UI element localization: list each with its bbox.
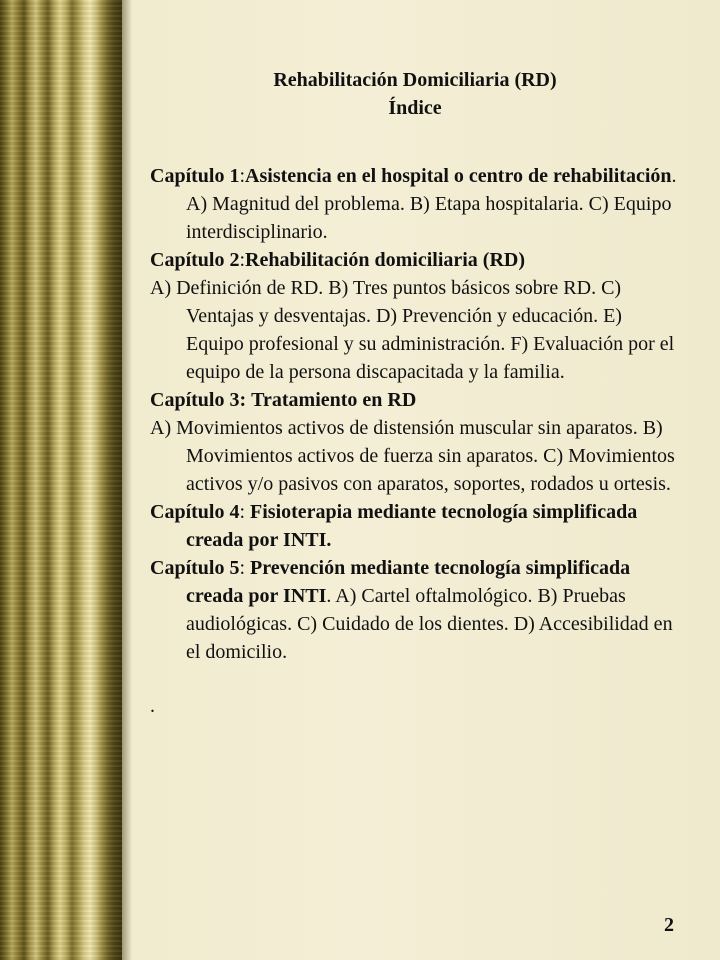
side-border-shadow	[122, 0, 132, 960]
toc-entry-chapter-2	[150, 246, 680, 274]
chapter-separator: :	[239, 165, 246, 187]
chapter-label: Capítulo 2	[150, 249, 240, 271]
chapter-separator: :	[239, 389, 247, 411]
chapter-separator: :	[239, 249, 246, 271]
chapter-description: A) Movimientos activos de distensión muscular sin aparatos. B) Movimientos activos de fuerza sin aparatos. C) Movimientos activos y/o pasivos con aparatos, soportes, rodados u ortesis.	[150, 417, 675, 495]
chapter-heading: Tratamiento en RD	[251, 389, 417, 411]
chapter-description: . A) Magnitud del problema. B) Etapa hospitalaria. C) Equipo interdisciplinario.	[186, 165, 677, 243]
document-subtitle: Índice	[388, 97, 442, 119]
chapter-label: Capítulo 5	[150, 557, 240, 579]
chapter-label: Capítulo 3	[150, 389, 240, 411]
document-body	[150, 66, 680, 720]
chapter-label: Capítulo 4	[150, 501, 240, 523]
chapter-heading: Fisioterapia mediante tecnología simplificada creada por INTI.	[186, 501, 638, 551]
chapter-label: Capítulo 1	[150, 165, 240, 187]
toc-entry-chapter-5	[150, 554, 680, 666]
chapter-heading: Rehabilitación domiciliaria (RD)	[245, 249, 526, 271]
trailing-mark: .	[150, 695, 155, 717]
chapter-description: A) Definición de RD. B) Tres puntos básicos sobre RD. C) Ventajas y desventajas. D) Prevención y educación. E) Equipo profesional y su administración. F) Evaluación por el equipo de la persona discapacitada y la familia.	[150, 277, 675, 383]
toc-entry-chapter-3-items	[150, 414, 680, 498]
chapter-separator: :	[239, 501, 251, 523]
chapter-heading: Asistencia en el hospital o centro de rehabilitación	[245, 165, 672, 187]
chapter-description: . A) Cartel oftalmológico. B) Pruebas audiológicas. C) Cuidado de los dientes. D) Accesibilidad en el domicilio.	[186, 585, 673, 663]
chapter-heading: Prevención mediante tecnología simplificada creada por INTI	[186, 557, 631, 607]
toc-entry-chapter-1	[150, 162, 680, 246]
decorative-side-border	[0, 0, 122, 960]
document-title: Rehabilitación Domiciliaria (RD)	[273, 69, 557, 91]
toc-entry-chapter-3	[150, 386, 680, 414]
toc-entry-chapter-4	[150, 498, 680, 554]
page-number: 2	[664, 914, 674, 936]
toc-entry-chapter-2-items	[150, 274, 680, 386]
chapter-separator: :	[239, 557, 251, 579]
